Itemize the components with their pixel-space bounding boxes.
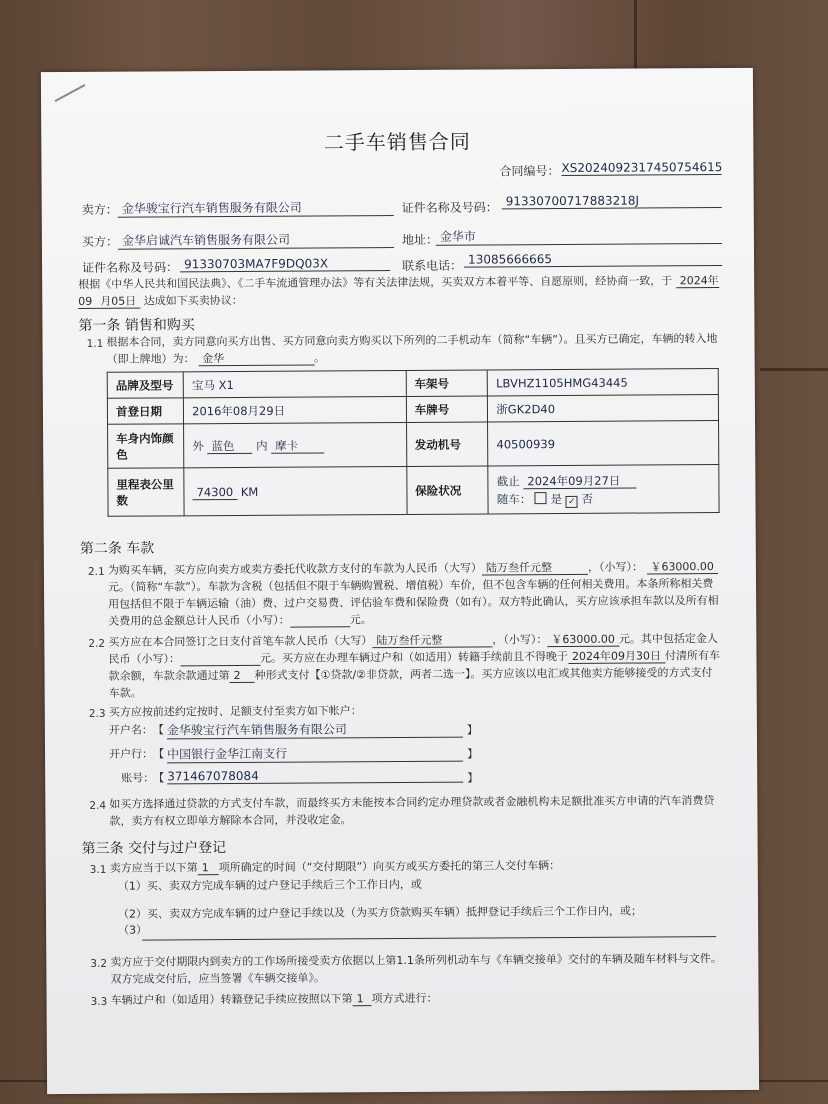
bracket-close: 】 [466,723,478,737]
clause-2-4: 如买方选择通过贷款的方式支付车款，而最终买方未能按本合同约定办理贷款或者金融机构未足额批准买方申请的汽车消费贷款，卖方有权立即单方解除本合同，并没收定金。 [109,794,715,828]
color-label: 车身内饰颜色 [108,424,184,468]
table-row [108,421,719,469]
yes-label: 是 [550,491,563,506]
clause-1-1-text: 根据本合同，卖方同意向买方出售、买方同意向卖方购买以下所列的二手机动车（简称“车辆”）。且买方已确定，车辆的转入地 [106,332,718,349]
table-row [107,369,718,399]
interior-color: 摩卡 [271,438,324,453]
no-checkbox[interactable]: ✓ [566,495,578,507]
bracket-open: 【 [152,723,164,737]
exterior-color: 蓝色 [207,438,252,453]
clause-2-1-text-c: 元。（简称“车款”）。车款为含税（包括但不限于车辆购置税、增值税）车价，但不包含车辆的任何相关费用。本条所称相关费用包括但不限于车辆运输（油）费、过户交易费、评估验车费和保险费（如有）。双方特此确认，买方应该承担车款以及所有相关费用的总金额总计人民币（小写）： [107,577,719,628]
buyer-label: 买方： [81,234,118,249]
clause-3-3-text-a: 车辆过户和（如适用）转籍登记手续应按照以下第 [110,992,353,1007]
vehicle-table [107,368,720,517]
follow-label: 随车： [496,491,532,506]
deposit-blank [180,652,260,666]
clause-number: 2.1 [87,565,105,578]
article1-heading: 第一条 销售和购买 [78,317,195,334]
clause-3-3 [111,988,725,1009]
account-name: 金华骏宝行汽车销售服务有限公司 [167,720,463,740]
phone: 13085666665 [464,251,722,268]
seller-name: 金华骏宝行汽车销售服务有限公司 [118,198,394,218]
clause-number: 3.3 [90,995,108,1008]
plate-label: 车牌号 [406,396,488,422]
plate-value: 浙GK2D40 [488,395,719,422]
seller-label: 卖方： [81,202,118,217]
exterior-prefix: 外 [192,438,204,453]
contract-page [41,68,759,1094]
registration-place: 金华 [198,352,314,367]
option-3-blank [142,936,716,941]
phone-label: 联系电话： [402,258,463,273]
buyer-id: 91330703MA7F9DQ03X [180,256,390,272]
first-payment-amount: ￥63000.00 [547,633,619,647]
preamble-text: 根据《中华人民共和国民法典》、《二手车流通管理办法》等有关法律法规，买卖双方本着平等、自愿原则，经协商一致，于 [78,274,673,291]
account-number: 371467078084 [167,768,463,785]
insurance-label: 保险状况 [407,466,489,514]
price-amount: ￥63000.00 [646,560,718,574]
insurance-until-date: 2024年09月27日 [523,473,636,489]
delivery-option-choice: 1 [198,861,219,875]
clause-2-1-text-b: ，（小写）： [587,560,643,574]
interior-prefix: 内 [256,438,268,453]
clause-2-2-text-e: 付清所有车款余额，车款余款通过第 [108,649,721,683]
clause-2-2-text-b: ，（小写）： [492,633,548,647]
preamble-end: 达成如下买卖协议： [143,293,243,308]
engine-value: 40500939 [488,421,719,466]
clause-3-1 [110,856,724,877]
total-amount-blank [290,613,350,627]
brand-label: 品牌及型号 [107,372,183,398]
clause-number: 3.1 [89,863,107,876]
bracket-close: 】 [467,747,479,761]
contract-number: XS2024092317450754615 [561,160,723,176]
bracket-close: 】 [467,771,479,785]
buyer-name: 金华启诚汽车销售服务有限公司 [118,230,394,250]
mileage-label: 里程表公里数 [108,468,184,516]
delivery-option-1: （1）买、卖双方完成车辆的过户登记手续后三个工作日内，或 [117,877,422,893]
article2-heading: 第二条 车款 [79,540,155,557]
clause-2-2-text-c: 元。其中包括定金人民币（小写）： [108,632,718,666]
engine-label: 发动机号 [406,422,488,466]
clause-3-1-text-b: 项所确定的时间（“交付期限”）向买方或买方委托的第三人交付车辆： [218,859,561,875]
clause-2-1-text-a: 为购买车辆，买方应向卖方或卖方委托代收款方支付的车款为人民币（大写） [107,561,482,577]
brand-value: 宝马 X1 [183,370,406,397]
clause-3-3-text-b: 项方式进行： [371,991,438,1006]
clause-3-2: 卖方应于交付期限内到卖方的工作场所接受卖方依据以上第1.1条所列机动车与《车辆交接单》交付的车辆及随车材料与文件。双方完成交付后，应当签署《车辆交接单》。 [110,952,722,986]
clause-2-3: 买方应按前述约定按时、足额支付至卖方如下帐户： [108,704,362,719]
insurance-until-prefix: 截止 [496,473,520,488]
clause-1-1-text-b: （即上牌地）为： [106,352,195,366]
clause-2-2 [108,630,722,702]
no-label: 否 [581,491,593,506]
preamble [78,272,726,310]
yes-checkbox[interactable] [535,492,547,504]
clause-3-1-text-a: 卖方应当于以下第 [109,861,198,875]
contract-number-label: 合同编号： [499,164,560,179]
vin-label: 车架号 [406,370,488,396]
clause-1-1 [106,330,718,368]
mileage-unit: KM [240,484,259,499]
clause-number: 2.3 [88,707,106,720]
transfer-option-choice: 1 [353,992,372,1006]
clause-2-2-text-a: 买方应在本合同签订之日支付首笔车款人民币（大写） [108,634,373,649]
plank-seam [760,368,828,371]
bracket-open: 【 [153,771,165,785]
agreement-date-part1: 2024年09 [78,274,719,308]
account-number-label: 账号： [121,771,155,785]
vin-value: LBVHZ1105HMG43445 [488,369,719,396]
reg-value: 2016年08月29日 [184,396,407,423]
clause-2-2-text-f: 种形式支付【①贷款/②非贷款，两者二选一】。买方应该以电汇或其他卖方能够接受的方式支付车款。 [108,666,713,700]
price-in-words: 陆万叁仟元整 [482,561,588,576]
table-row [108,465,719,517]
payment-method-choice: 2 [230,669,255,683]
period: 。 [314,351,326,365]
clause-number: 2.4 [89,799,107,812]
clause-2-1-text-d: 元。 [349,613,372,627]
page-title: 二手车销售合同 [323,129,471,155]
payment-deadline: 2024年09月30日 [568,649,665,664]
clause-number: 2.2 [88,637,106,650]
seller-id-label: 证件名称及号码： [401,200,498,215]
clause-number: 1.1 [86,337,104,350]
account-bank: 中国银行金华江南支行 [167,744,463,764]
table-row [107,395,718,425]
delivery-option-2: （2）买、卖双方完成车辆的过户登记手续以及（为买方贷款购买车辆）抵押登记手续后三个工作日内，或； [117,904,643,921]
first-payment-in-words: 陆万叁仟元整 [372,633,492,648]
mileage-value [184,466,407,515]
seller-id: 91330700717883218J [502,193,722,209]
mileage-number: 74300 [193,484,238,499]
account-name-label: 开户名： [108,723,153,737]
clause-number: 3.2 [90,957,108,970]
reg-label: 首登日期 [107,398,183,424]
account-bank-label: 开户行： [109,747,154,761]
article3-heading: 第三条 交付与过户登记 [81,840,227,857]
bracket-open: 【 [153,747,165,761]
clause-2-2-text-d: 元。买方应在办理车辆过户和（如适用）转籍手续前且不得晚于 [259,649,569,665]
insurance-value [488,465,719,514]
address: 金华市 [436,226,722,246]
delivery-option-3: （3） [118,923,148,937]
staple [55,84,86,102]
clause-2-1 [108,558,722,630]
color-value [184,422,407,467]
buyer-id-label: 证件名称及号码： [82,260,179,275]
address-label: 地址： [401,232,438,247]
agreement-date-part2: 月05日 [96,295,140,309]
